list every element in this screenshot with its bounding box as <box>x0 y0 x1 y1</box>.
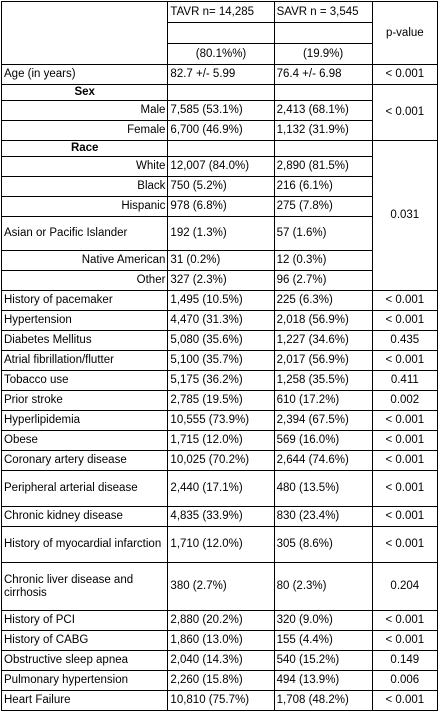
baseline-characteristics-table <box>1 1 438 711</box>
savr-value: 1,132 (31.9%) <box>274 121 372 141</box>
tavr-value: 10,810 (75.7%) <box>168 691 274 711</box>
section-row <box>2 85 438 101</box>
table-row <box>2 507 438 527</box>
row-label: Hyperlipidemia <box>2 411 168 431</box>
table-row <box>2 691 438 711</box>
savr-value: 320 (9.0%) <box>274 611 372 631</box>
tavr-value: 6,700 (46.9%) <box>168 121 274 141</box>
savr-value: 80 (2.3%) <box>274 563 372 611</box>
row-label: Native American <box>2 251 168 271</box>
row-label: History of CABG <box>2 631 168 651</box>
tavr-value: 10,025 (70.2%) <box>168 451 274 471</box>
row-label: White <box>2 157 168 177</box>
row-label: Female <box>2 121 168 141</box>
table-row <box>2 431 438 451</box>
table-row <box>2 197 438 217</box>
empty-cell <box>274 141 372 157</box>
row-label: Peripheral arterial disease <box>2 471 168 507</box>
p-value: < 0.001 <box>372 527 437 563</box>
row-label: Chronic liver disease and cirrhosis <box>2 563 168 611</box>
table-row <box>2 271 438 291</box>
savr-value: 225 (6.3%) <box>274 291 372 311</box>
tavr-value: 10,555 (73.9%) <box>168 411 274 431</box>
row-label: Hypertension <box>2 311 168 331</box>
tavr-value: 2,785 (19.5%) <box>168 391 274 411</box>
savr-value: 155 (4.4%) <box>274 631 372 651</box>
table-row <box>2 351 438 371</box>
table-row <box>2 631 438 651</box>
table-row <box>2 391 438 411</box>
savr-value: 494 (13.9%) <box>274 671 372 691</box>
tavr-value: 82.7 +/- 5.99 <box>168 65 274 85</box>
section-row <box>2 141 438 157</box>
table-row <box>2 65 438 85</box>
p-value: < 0.001 <box>372 451 437 471</box>
p-value: < 0.001 <box>372 691 437 711</box>
table-row <box>2 451 438 471</box>
header-blank-cell <box>2 2 168 65</box>
p-value: 0.149 <box>372 651 437 671</box>
p-value: 0.006 <box>372 671 437 691</box>
pvalue-header: p-value <box>372 2 437 65</box>
table-row <box>2 651 438 671</box>
row-label: Chronic kidney disease <box>2 507 168 527</box>
p-value: < 0.001 <box>372 311 437 331</box>
table-row <box>2 611 438 631</box>
row-label: Male <box>2 101 168 121</box>
p-value: < 0.001 <box>372 65 437 85</box>
table-row <box>2 291 438 311</box>
savr-value: 2,017 (56.9%) <box>274 351 372 371</box>
tavr-value: 5,100 (35.7%) <box>168 351 274 371</box>
table-row <box>2 121 438 141</box>
table-row <box>2 331 438 351</box>
tavr-percent: (80.1%%) <box>168 44 274 65</box>
tavr-value: 750 (5.2%) <box>168 177 274 197</box>
tavr-value: 327 (2.3%) <box>168 271 274 291</box>
savr-value: 830 (23.4%) <box>274 507 372 527</box>
savr-value: 12 (0.3%) <box>274 251 372 271</box>
tavr-value: 1,710 (12.0%) <box>168 527 274 563</box>
section-label: Sex <box>2 85 168 101</box>
savr-value: 305 (8.6%) <box>274 527 372 563</box>
savr-value: 1,708 (48.2%) <box>274 691 372 711</box>
savr-value: 540 (15.2%) <box>274 651 372 671</box>
p-value: < 0.001 <box>372 631 437 651</box>
tavr-value: 12,007 (84.0%) <box>168 157 274 177</box>
row-label: Diabetes Mellitus <box>2 331 168 351</box>
savr-value: 57 (1.6%) <box>274 217 372 251</box>
row-label: Heart Failure <box>2 691 168 711</box>
table-row <box>2 411 438 431</box>
savr-percent: (19.9%) <box>274 44 372 65</box>
tavr-value: 978 (6.8%) <box>168 197 274 217</box>
table-row <box>2 157 438 177</box>
savr-value: 1,227 (34.6%) <box>274 331 372 351</box>
header-row <box>2 2 438 23</box>
header-spacer-cell <box>168 23 274 44</box>
row-label: Obese <box>2 431 168 451</box>
tavr-value: 31 (0.2%) <box>168 251 274 271</box>
row-label: Hispanic <box>2 197 168 217</box>
header-spacer-cell <box>274 23 372 44</box>
tavr-value: 4,470 (31.3%) <box>168 311 274 331</box>
table-row <box>2 177 438 197</box>
savr-value: 2,890 (81.5%) <box>274 157 372 177</box>
p-value: < 0.001 <box>372 471 437 507</box>
savr-value: 2,644 (74.6%) <box>274 451 372 471</box>
tavr-value: 5,080 (35.6%) <box>168 331 274 351</box>
table-row <box>2 311 438 331</box>
row-label: Atrial fibrillation/flutter <box>2 351 168 371</box>
p-value: < 0.001 <box>372 507 437 527</box>
savr-value: 275 (7.8%) <box>274 197 372 217</box>
tavr-value: 1,715 (12.0%) <box>168 431 274 451</box>
p-value: < 0.001 <box>372 291 437 311</box>
row-label: History of pacemaker <box>2 291 168 311</box>
savr-value: 610 (17.2%) <box>274 391 372 411</box>
savr-header: SAVR n = 3,545 <box>274 2 372 23</box>
p-value: 0.002 <box>372 391 437 411</box>
tavr-value: 2,880 (20.2%) <box>168 611 274 631</box>
tavr-value: 4,835 (33.9%) <box>168 507 274 527</box>
row-label: Age (in years) <box>2 65 168 85</box>
tavr-value: 192 (1.3%) <box>168 217 274 251</box>
table-row <box>2 671 438 691</box>
tavr-value: 2,040 (14.3%) <box>168 651 274 671</box>
savr-value: 2,394 (67.5%) <box>274 411 372 431</box>
row-label: Asian or Pacific Islander <box>2 217 168 251</box>
row-label: Other <box>2 271 168 291</box>
tavr-value: 1,860 (13.0%) <box>168 631 274 651</box>
tavr-value: 7,585 (53.1%) <box>168 101 274 121</box>
savr-value: 96 (2.7%) <box>274 271 372 291</box>
p-value: 0.204 <box>372 563 437 611</box>
empty-cell <box>168 141 274 157</box>
table-row <box>2 101 438 121</box>
table-row <box>2 471 438 507</box>
row-label: Obstructive sleep apnea <box>2 651 168 671</box>
p-value: < 0.001 <box>372 85 437 141</box>
tavr-value: 5,175 (36.2%) <box>168 371 274 391</box>
table-row <box>2 217 438 251</box>
table-row <box>2 251 438 271</box>
p-value: < 0.001 <box>372 411 437 431</box>
p-value: 0.411 <box>372 371 437 391</box>
row-label: Tobacco use <box>2 371 168 391</box>
savr-value: 2,413 (68.1%) <box>274 101 372 121</box>
row-label: History of PCI <box>2 611 168 631</box>
section-label: Race <box>2 141 168 157</box>
table-row <box>2 371 438 391</box>
savr-value: 76.4 +/- 6.98 <box>274 65 372 85</box>
savr-value: 1,258 (35.5%) <box>274 371 372 391</box>
row-label: Pulmonary hypertension <box>2 671 168 691</box>
p-value: 0.435 <box>372 331 437 351</box>
p-value: < 0.001 <box>372 431 437 451</box>
table-row <box>2 563 438 611</box>
p-value: < 0.001 <box>372 351 437 371</box>
row-label: Coronary artery disease <box>2 451 168 471</box>
p-value: < 0.001 <box>372 611 437 631</box>
table-row <box>2 527 438 563</box>
savr-value: 480 (13.5%) <box>274 471 372 507</box>
tavr-value: 1,495 (10.5%) <box>168 291 274 311</box>
tavr-value: 2,260 (15.8%) <box>168 671 274 691</box>
tavr-value: 2,440 (17.1%) <box>168 471 274 507</box>
savr-value: 2,018 (56.9%) <box>274 311 372 331</box>
row-label: History of myocardial infarction <box>2 527 168 563</box>
tavr-value: 380 (2.7%) <box>168 563 274 611</box>
savr-value: 569 (16.0%) <box>274 431 372 451</box>
empty-cell <box>274 85 372 101</box>
row-label: Black <box>2 177 168 197</box>
empty-cell <box>168 85 274 101</box>
p-value: 0.031 <box>372 141 437 291</box>
tavr-header: TAVR n= 14,285 <box>168 2 274 23</box>
row-label: Prior stroke <box>2 391 168 411</box>
savr-value: 216 (6.1%) <box>274 177 372 197</box>
